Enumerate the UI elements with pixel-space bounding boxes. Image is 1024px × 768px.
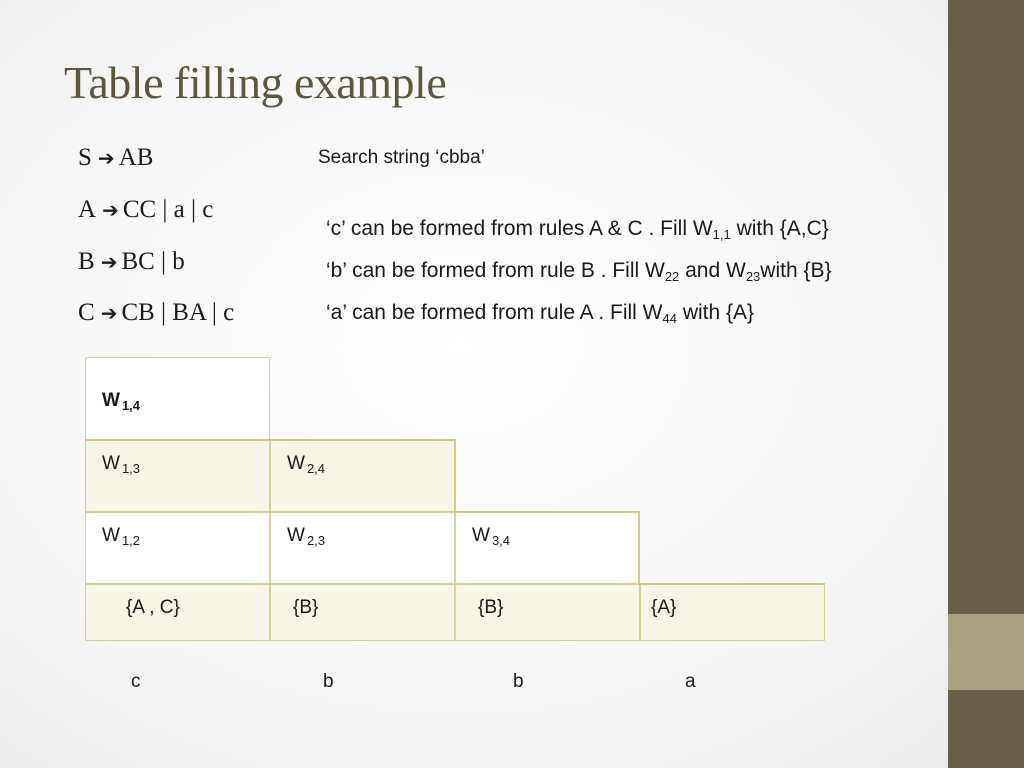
string-letter: c [131, 671, 141, 692]
stair-border [638, 511, 640, 585]
stair-border [638, 583, 825, 585]
table-cell-set: {A , C} [85, 584, 270, 641]
rule-lhs: S [78, 144, 92, 171]
rule-rhs: CB | BA | c [121, 299, 235, 326]
table-cell-set: {B} [455, 584, 640, 641]
arrow-icon: ➔ [102, 198, 119, 222]
table-cell-w12: W $_{1,2}$ [85, 512, 270, 584]
string-letter: a [685, 671, 696, 692]
string-letter: b [513, 671, 524, 692]
table-cell-w34: W $_{3,4}$ [455, 512, 640, 584]
table-cell-w13: W $_{1,3}$ [85, 440, 270, 512]
note-line-a: ‘a’ can be formed from rule A . Fill $W_{44}$ with {A} [326, 301, 755, 326]
grammar-rule-c [78, 299, 234, 327]
table-cell-w14: W $_{1,4}$ [85, 357, 270, 440]
rule-rhs: CC | a | c [122, 196, 214, 223]
arrow-icon: ➔ [100, 301, 118, 325]
note-line-b: ‘b’ can be formed from rule B . Fill $W_{22}$ and $W_{23}with$ {B} [326, 259, 832, 284]
rule-rhs: BC | b [121, 248, 185, 275]
table-cell-w24: W $_{2,4}$ [270, 440, 455, 512]
rule-rhs: AB [118, 144, 154, 171]
stair-border [85, 439, 456, 441]
stair-border [454, 511, 640, 513]
rule-lhs: A [78, 196, 97, 223]
note-line-c: ‘c’ can be formed from rules A & C . Fill $W_{1,1}$ with {A,C} [326, 217, 829, 242]
grammar-rule-s [78, 144, 153, 172]
table-cell-set: {B} [270, 584, 455, 641]
stair-border [454, 439, 456, 513]
arrow-icon: ➔ [100, 250, 118, 274]
rule-lhs: C [78, 299, 95, 326]
sidebar-accent-block [948, 614, 1024, 690]
rule-lhs: B [78, 248, 95, 275]
slide-title: Table filling example [64, 57, 447, 108]
table-cell-w23: W $_{2,3}$ [270, 512, 455, 584]
arrow-icon: ➔ [97, 146, 115, 170]
search-string-label: Search string ‘cbba’ [318, 147, 485, 168]
table-cell-set: {A} [640, 584, 825, 641]
grammar-rule-b [78, 248, 185, 276]
string-letter: b [323, 671, 334, 692]
grammar-rule-a [78, 196, 213, 224]
